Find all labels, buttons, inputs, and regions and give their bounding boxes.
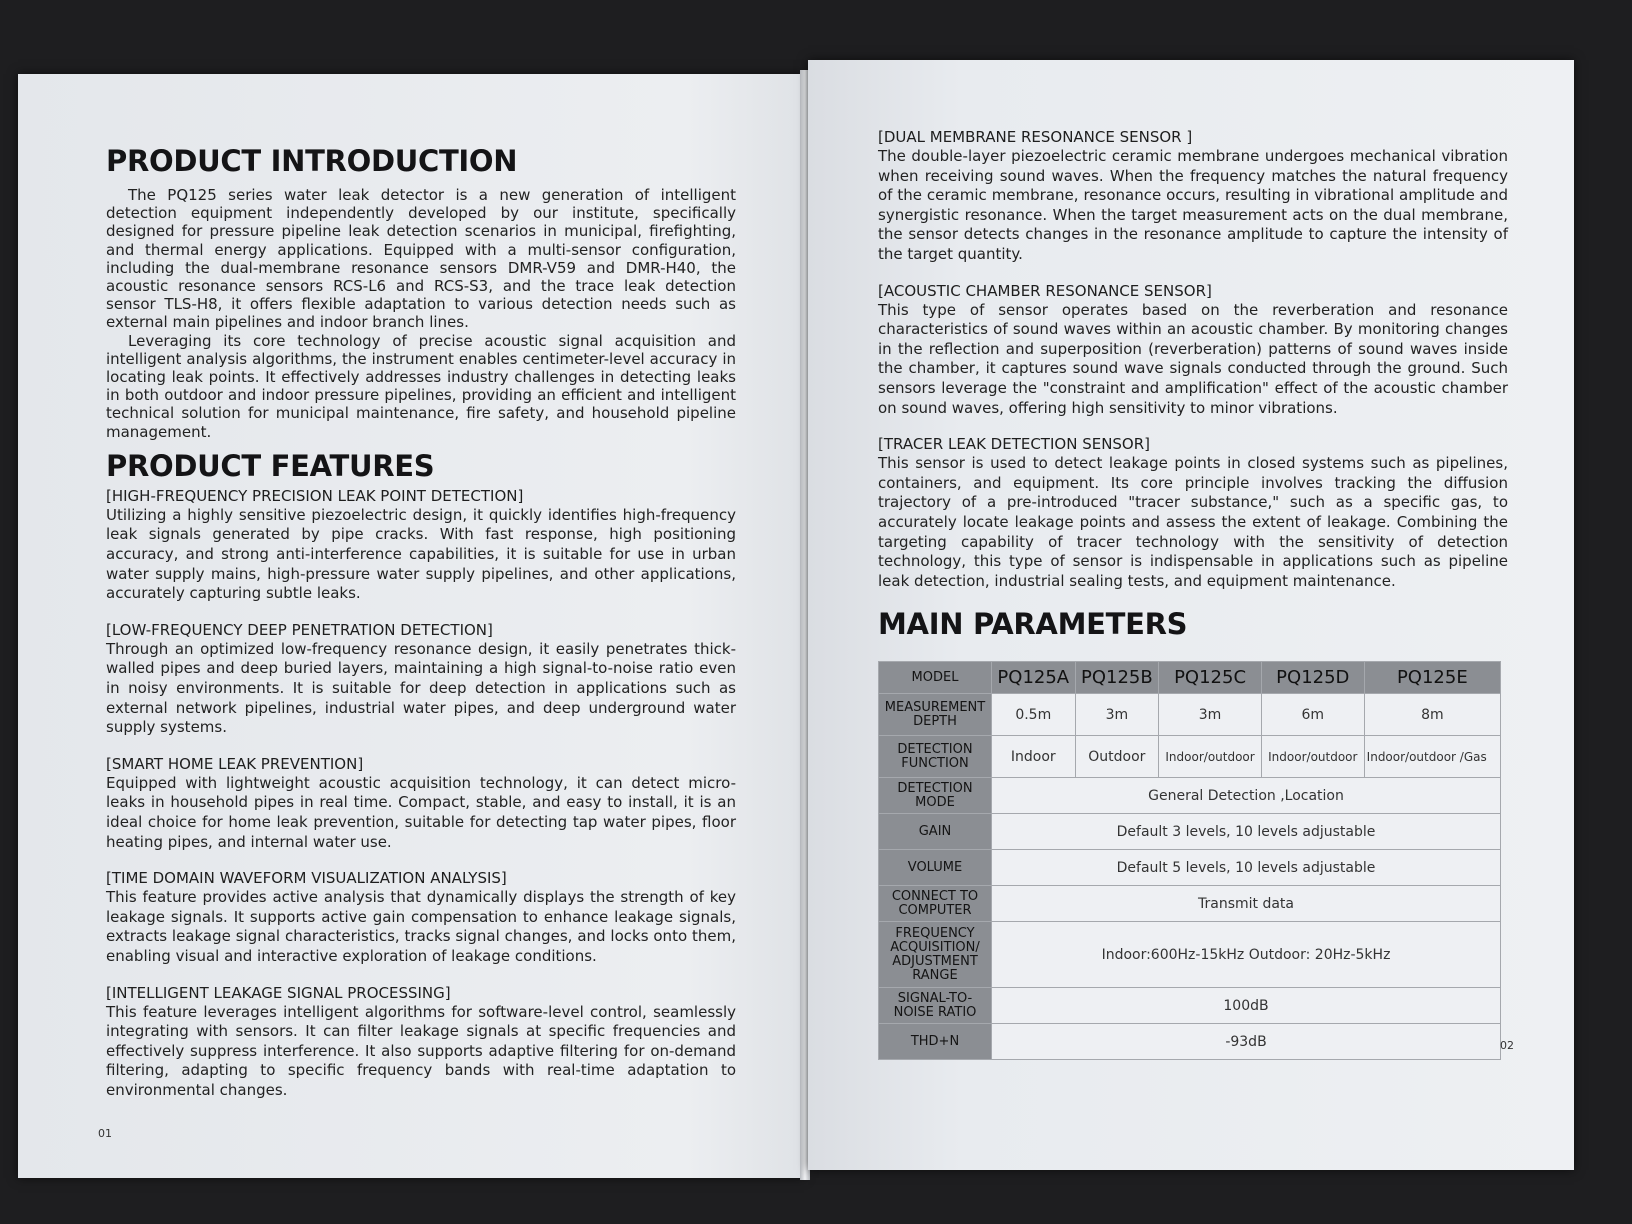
table-row: [879, 736, 1501, 778]
table-cell: 6m: [1261, 694, 1364, 736]
row-header: MEASUREMENT DEPTH: [879, 694, 992, 736]
feature-section: [106, 869, 736, 966]
table-row: [879, 886, 1501, 922]
feature-text: This feature leverages intelligent algorithms for software-level control, seamlessly integrating with sensors. It can filter leakage signals at specific frequencies and effectively suppress interference. It also supports adaptive filtering for on-demand filtering, adapting to specific frequency bands with real-time adaptation to environmental changes.: [106, 1002, 736, 1099]
sensor-title: [DUAL MEMBRANE RESONANCE SENSOR ]: [878, 128, 1193, 146]
model-cell: PQ125E: [1364, 662, 1500, 694]
table-row: [879, 778, 1501, 814]
sensor-text: The double-layer piezoelectric ceramic membrane undergoes mechanical vibration when receiving sound waves. When the frequency matches the natural frequency of the ceramic membrane, resonance occurs, resulting in vibrational amplitude and synergistic resonance. When the target measurement acts on the dual membrane, the sensor detects changes in the resonance amplitude to capture the intensity of the target quantity.: [878, 147, 1508, 263]
feature-text: This feature provides active analysis that dynamically displays the strength of key leakage signals. It supports active gain compensation to enhance leakage signals, extracts leakage signal characteristics, tracks signal changes, and locks onto them, enabling visual and interactive exploration of leakage conditions.: [106, 888, 736, 965]
right-page-content: [878, 128, 1508, 1060]
table-row: [879, 850, 1501, 886]
row-header: THD+N: [879, 1024, 992, 1060]
table-row: [879, 814, 1501, 850]
feature-section: [106, 487, 736, 604]
table-cell: General Detection ,Location: [992, 778, 1501, 814]
feature-title: [HIGH-FREQUENCY PRECISION LEAK POINT DETECTION]: [106, 486, 524, 505]
feature-section: [106, 621, 736, 738]
sensor-section: [878, 282, 1508, 419]
table-cell: Indoor/outdoor /Gas: [1364, 736, 1500, 778]
table-row: [879, 988, 1501, 1024]
feature-text: Equipped with lightweight acoustic acquisition technology, it can detect micro-leaks in household pipes in real time. Compact, stable, and easy to install, it is an ideal choice for home leak prevention, suitable for detecting tap water pipes, floor heating pipes, and internal water use.: [106, 773, 736, 851]
table-cell: 100dB: [992, 988, 1501, 1024]
feature-title: [LOW-FREQUENCY DEEP PENETRATION DETECTION]: [106, 620, 493, 639]
row-header: MODEL: [879, 662, 992, 694]
feature-title: [TIME DOMAIN WAVEFORM VISUALIZATION ANALYSIS]: [106, 869, 507, 888]
intro-paragraph-2: Leveraging its core technology of precise acoustic signal acquisition and intelligent analysis algorithms, the instrument enables centimeter-level accuracy in locating leak points. It effectively addresses industry challenges in detecting leaks in both outdoor and indoor pressure pipelines, providing an efficient and intelligent technical solution for municipal maintenance, fire safety, and household pipeline management.: [106, 331, 736, 441]
feature-text: Through an optimized low-frequency resonance design, it easily penetrates thick-walled pipes and deep buried layers, maintaining a high signal-to-noise ratio even in noisy environments. It is suitable for deep detection in applications such as external network pipelines, industrial water pipes, and deep underground water supply systems.: [106, 639, 736, 737]
page-number: 02: [1500, 1039, 1514, 1052]
table-row: [879, 662, 1501, 694]
table-cell: Outdoor: [1075, 736, 1159, 778]
row-header: FREQUENCY ACQUISITION/ ADJUSTMENT RANGE: [879, 922, 992, 988]
table-cell: Indoor/outdoor: [1159, 736, 1262, 778]
row-header: SIGNAL-TO-NOISE RATIO: [879, 988, 992, 1024]
table-cell: Indoor:600Hz-15kHz Outdoor: 20Hz-5kHz: [992, 922, 1501, 988]
intro-paragraph-1: The PQ125 series water leak detector is a new generation of intelligent detection equipment independently developed by our institute, specifically designed for pressure pipeline leak detection scenarios in municipal, firefighting, and thermal energy applications. Equipped with a multi-sensor configuration, including the dual-membrane resonance sensors DMR-V59 and DMR-H40, the acoustic resonance sensors RCS-L6 and RCS-S3, and the trace leak detection sensor TLS-H8, it offers flexible adaptation to various detection needs such as external main pipelines and indoor branch lines.: [106, 186, 736, 332]
table-cell: Default 3 levels, 10 levels adjustable: [992, 814, 1501, 850]
features-heading: PRODUCT FEATURES: [106, 448, 435, 483]
feature-section: [106, 755, 736, 852]
table-cell: Indoor: [992, 736, 1076, 778]
table-cell: 0.5m: [992, 694, 1076, 736]
sensor-text: This type of sensor operates based on the reverberation and resonance characteristics of sound waves within an acoustic chamber. By monitoring changes in the reflection and superposition (reverberation) patterns of sound waves inside the chamber, it captures sound wave signals conducted through the ground. Such sensors leverage the "constraint and amplification" effect of the acoustic chamber on sound waves, offering high sensitivity to minor vibrations.: [878, 300, 1508, 417]
table-cell: 8m: [1364, 694, 1500, 736]
table-cell: Indoor/outdoor: [1261, 736, 1364, 778]
model-cell: PQ125B: [1075, 662, 1159, 694]
left-page-content: [106, 144, 736, 1101]
table-cell: Transmit data: [992, 886, 1501, 922]
row-header: GAIN: [879, 814, 992, 850]
parameters-table: [878, 661, 1501, 1060]
feature-title: [SMART HOME LEAK PREVENTION]: [106, 754, 364, 773]
sensor-title: [ACOUSTIC CHAMBER RESONANCE SENSOR]: [878, 281, 1212, 300]
table-cell: 3m: [1159, 694, 1262, 736]
table-row: [879, 922, 1501, 988]
sensor-section: [878, 128, 1508, 265]
table-cell: Default 5 levels, 10 levels adjustable: [992, 850, 1501, 886]
row-header: VOLUME: [879, 850, 992, 886]
feature-section: [106, 984, 736, 1101]
table-cell: -93dB: [992, 1024, 1501, 1060]
page-number: 01: [98, 1127, 112, 1140]
row-header: DETECTION MODE: [879, 778, 992, 814]
feature-title: [INTELLIGENT LEAKAGE SIGNAL PROCESSING]: [106, 983, 451, 1002]
intro-heading: PRODUCT INTRODUCTION: [106, 144, 518, 178]
row-header: CONNECT TO COMPUTER: [879, 886, 992, 922]
model-cell: PQ125A: [992, 662, 1076, 694]
parameters-heading: MAIN PARAMETERS: [878, 607, 1188, 642]
table-cell: 3m: [1075, 694, 1159, 736]
feature-text: Utilizing a highly sensitive piezoelectric design, it quickly identifies high-frequency leak signals generated by pipe cracks. With fast response, high positioning accuracy, and strong anti-interference capabilities, it is suitable for use in urban water supply mains, high-pressure water supply pipelines, and other applications, accurately capturing subtle leaks.: [106, 505, 736, 603]
row-header: DETECTION FUNCTION: [879, 736, 992, 778]
table-row: [879, 1024, 1501, 1060]
left-page: [18, 74, 804, 1178]
right-page: [808, 60, 1574, 1170]
model-cell: PQ125D: [1261, 662, 1364, 694]
sensor-title: [TRACER LEAK DETECTION SENSOR]: [878, 435, 1151, 454]
sensor-section: [878, 435, 1508, 591]
table-row: [879, 694, 1501, 736]
sensor-text: This sensor is used to detect leakage points in closed systems such as pipelines, containers, and equipment. Its core principle involves tracking the diffusion trajectory of a pre-introduced "tracer substance," such as a specific gas, to accurately locate leakage points and assess the extent of leakage. Combining the targeting capability of tracer technology with the sensitivity of detection technology, this type of sensor is indispensable in applications such as pipeline leak detection, industrial sealing tests, and equipment maintenance.: [878, 454, 1508, 590]
model-cell: PQ125C: [1159, 662, 1262, 694]
